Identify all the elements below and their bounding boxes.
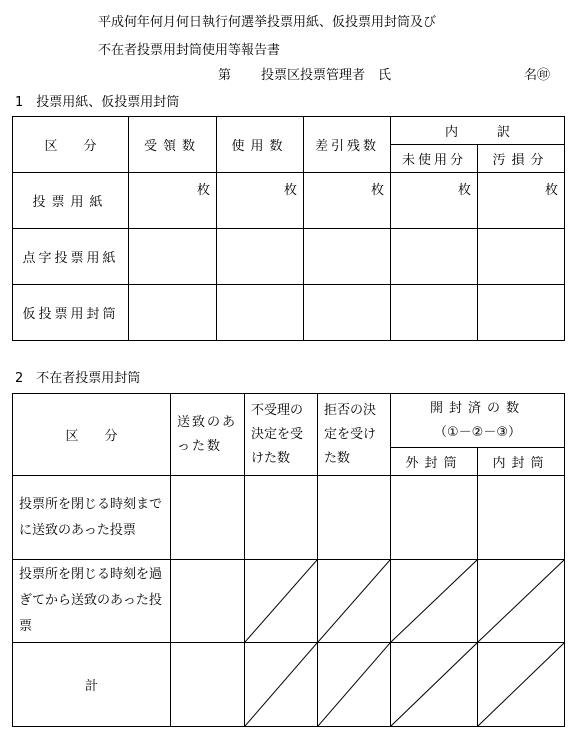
diagonal-slash xyxy=(245,643,317,726)
cell2-total-rejected xyxy=(318,643,391,727)
cell-braille-remaining xyxy=(304,229,391,285)
cell-braille-received xyxy=(129,229,217,285)
row-label-provisional-envelope: 仮投票用封筒 xyxy=(13,285,129,341)
cell2-total-not-accepted xyxy=(245,643,318,727)
section2-heading: 2 不在者投票用封筒 xyxy=(15,371,141,386)
paper-usage-table xyxy=(12,116,565,341)
row2-label-before-close: 投票所を閉じる時刻までに送致のあった投票 xyxy=(13,476,171,560)
diagonal-slash xyxy=(391,643,477,726)
cell-ballot-damaged xyxy=(478,173,565,229)
header2-opened-formula: （①－②－③） xyxy=(434,424,521,440)
header-kubun: 区 分 xyxy=(13,117,129,173)
cell-provisional-remaining xyxy=(304,285,391,341)
diagonal-slash xyxy=(245,560,317,642)
cell2-before-rejected xyxy=(318,476,391,560)
absentee-envelope-table xyxy=(12,393,565,727)
diagonal-slash xyxy=(318,560,390,642)
header-used: 使用数 xyxy=(217,117,304,173)
cell2-before-inner xyxy=(478,476,565,560)
header-remaining: 差引残数 xyxy=(304,117,391,173)
cell2-after-rejected xyxy=(318,560,391,643)
cell-ballot-unused xyxy=(391,173,478,229)
header2-inner: 内封筒 xyxy=(478,448,565,476)
row-label-braille-paper: 点字投票用紙 xyxy=(13,229,129,285)
unit-label: 枚 xyxy=(545,183,559,198)
cell2-total-inner xyxy=(478,643,565,727)
unit-label: 枚 xyxy=(196,183,210,198)
cell2-total-sent xyxy=(171,643,245,727)
cell-ballot-received xyxy=(129,173,217,229)
header2-opened-label: 開封済の数 xyxy=(430,400,526,416)
manager-role-label: 投票区投票管理者 氏 xyxy=(261,68,392,83)
cell2-after-outer xyxy=(391,560,478,643)
section1-heading: 1 投票用紙、仮投票用封筒 xyxy=(15,95,180,110)
cell2-after-inner xyxy=(478,560,565,643)
diagonal-slash xyxy=(478,560,564,642)
cell2-total-outer xyxy=(391,643,478,727)
row-label-ballot-paper: 投票用紙 xyxy=(13,173,129,229)
cell-provisional-damaged xyxy=(478,285,565,341)
header2-outer: 外封筒 xyxy=(391,448,478,476)
header-unused: 未使用分 xyxy=(391,145,478,173)
unit-label: 枚 xyxy=(283,183,297,198)
cell-provisional-used xyxy=(217,285,304,341)
report-title-line2: 不在者投票用封筒使用等報告書 xyxy=(98,43,281,58)
header2-opened xyxy=(391,394,565,448)
header-damaged: 汚損分 xyxy=(478,145,565,173)
cell2-after-not-accepted xyxy=(245,560,318,643)
cell2-before-not-accepted xyxy=(245,476,318,560)
cell-ballot-used xyxy=(217,173,304,229)
cell-provisional-received xyxy=(129,285,217,341)
diagonal-slash xyxy=(318,643,390,726)
row2-label-total: 計 xyxy=(13,643,171,727)
cell-provisional-unused xyxy=(391,285,478,341)
diagonal-slash xyxy=(478,643,564,726)
header2-sent: 送致のあった数 xyxy=(171,394,245,476)
header2-kubun: 区 分 xyxy=(13,394,171,476)
unit-label: 枚 xyxy=(457,183,471,198)
manager-dai-label: 第 xyxy=(218,68,232,83)
header-breakdown: 内 訳 xyxy=(391,117,565,145)
cell2-before-outer xyxy=(391,476,478,560)
cell-braille-damaged xyxy=(478,229,565,285)
unit-label: 枚 xyxy=(370,183,384,198)
cell-ballot-remaining xyxy=(304,173,391,229)
cell-braille-unused xyxy=(391,229,478,285)
cell2-before-sent xyxy=(171,476,245,560)
row2-label-after-close: 投票所を閉じる時刻を過ぎてから送致のあった投票 xyxy=(13,560,171,643)
report-title-line1: 平成何年何月何日執行何選挙投票用紙、仮投票用封筒及び xyxy=(98,15,437,30)
header2-rejected: 拒否の決定を受けた数 xyxy=(318,394,391,476)
header-received: 受領数 xyxy=(129,117,217,173)
cell2-after-sent xyxy=(171,560,245,643)
manager-name-seal-label: 名㊞ xyxy=(524,68,551,83)
diagonal-slash xyxy=(391,560,477,642)
header2-not-accepted: 不受理の決定を受けた数 xyxy=(245,394,318,476)
cell-braille-used xyxy=(217,229,304,285)
